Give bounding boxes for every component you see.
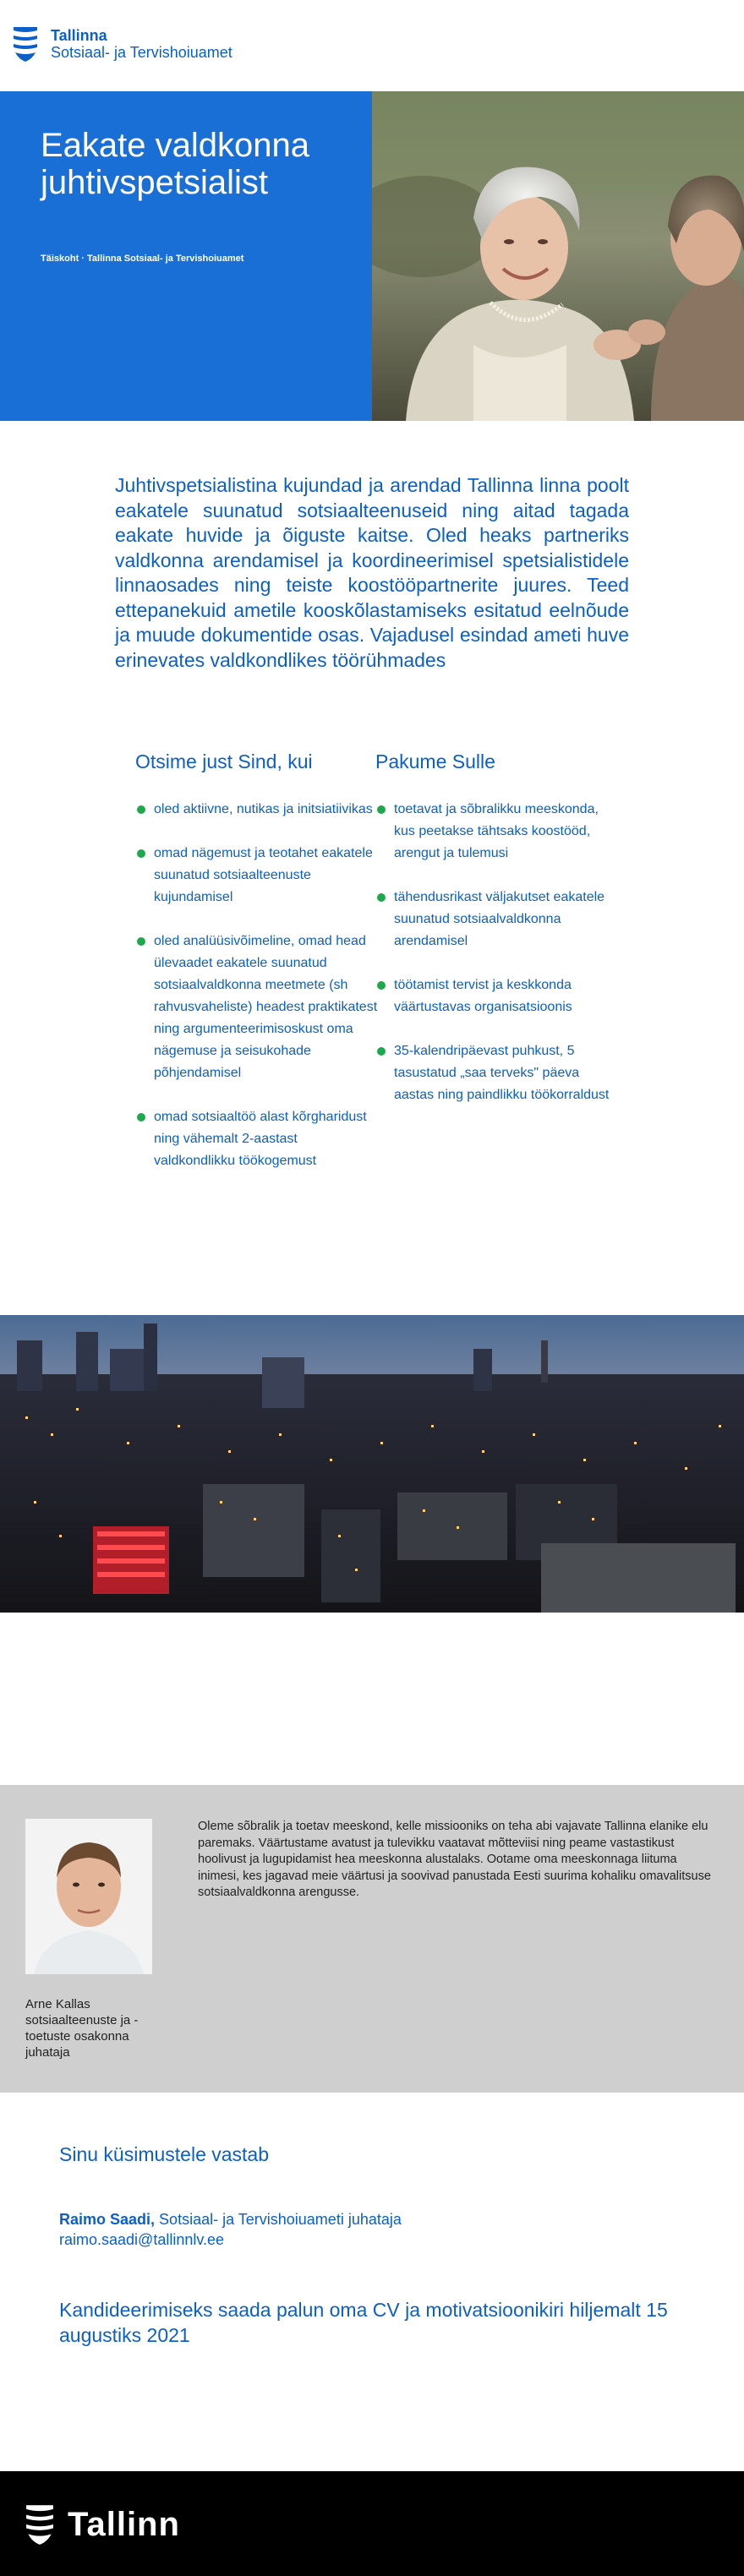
green-dot-icon <box>377 893 386 902</box>
site-header <box>0 0 744 91</box>
green-dot-icon <box>377 1047 386 1056</box>
list-item <box>375 974 621 1018</box>
contact-name: Raimo Saadi, <box>59 2211 156 2228</box>
list-item <box>135 843 380 909</box>
tallinn-coat-of-arms-icon <box>24 2503 56 2546</box>
team-quote-text: Oleme sõbralik ja toetav meeskond, kelle missiooniks on teha abi vajavate Tallinna elanike elu paremaks. Väärtustame avatust ja tulevikku vaatavat mõtteviisi ning peame vastastikust hoolivust ja lugupidamist hea meeskonna alustalaks. Ootame oma meeskonnaga liituma inimesi, kes jagavad meie väärtusi ja soovivad panustada Eesti suurima kohaliku omavalitsuse sotsiaalvaldkonna arengusse. <box>198 1820 711 1899</box>
contact-email-link[interactable]: raimo.saadi@tallinnlv.ee <box>59 2231 225 2248</box>
green-dot-icon <box>137 937 145 946</box>
logo-line2: Sotsiaal- ja Tervishoiuamet <box>51 44 232 61</box>
list-item-text: oled aktiivne, nutikas ja initsiatiivikas <box>154 802 373 816</box>
tallinna-logo[interactable] <box>12 25 232 63</box>
footer-logo-text: Tallinn <box>68 2505 180 2543</box>
job-subtitle: Täiskoht · Tallinna Sotsiaal- ja Tervishoiuamet <box>41 254 244 264</box>
list-item <box>135 1106 380 1172</box>
seeking-heading: Otsime just Sind, kui <box>135 750 313 772</box>
offer-heading: Pakume Sulle <box>375 750 495 772</box>
logo-line1: Tallinna <box>51 27 107 44</box>
tallinn-city-photo <box>0 1315 744 1613</box>
list-item <box>375 887 621 952</box>
green-dot-icon <box>137 849 145 858</box>
footer-logo[interactable] <box>24 2503 180 2546</box>
list-item-text: oled analüüsivõimeline, omad head ülevaadet eakatele suunatud sotsiaalvaldkonna meetmete (sh rahvusvaheliste) headest praktikatest ning argumenteerimisoskust oma nägemuse ja seisukohade põhjendamisel <box>154 934 378 1080</box>
green-dot-icon <box>137 805 145 814</box>
offer-section <box>375 750 621 1128</box>
list-item <box>135 799 380 821</box>
list-item <box>135 931 380 1084</box>
green-dot-icon <box>377 981 386 990</box>
list-item-text: omad sotsiaaltöö alast kõrgharidust ning vähemalt 2-aastast valdkondlikku töökogemust <box>154 1110 367 1168</box>
hero-blue-panel <box>0 91 372 421</box>
logo-text <box>51 27 232 61</box>
application-instructions: Kandideerimiseks saada palun oma CV ja motivatsioonikiri hiljemalt 15 augustiks 2021 <box>59 2299 668 2346</box>
green-dot-icon <box>137 1113 145 1122</box>
manager-caption: Arne Kallas sotsiaalteenuste ja -toetuste osakonna juhataja <box>25 1997 139 2060</box>
list-item <box>375 1040 621 1106</box>
contact-role: Sotsiaal- ja Tervishoiuameti juhataja <box>155 2211 402 2228</box>
list-item-text: 35-kalendripäevast puhkust, 5 tasustatud „saa terveks" päeva aastas ning paindlikku töökorraldust <box>394 1044 610 1102</box>
site-footer <box>0 2471 744 2576</box>
list-item-text: omad nägemust ja teotahet eakatele suunatud sotsiaalteenuste kujundamisel <box>154 846 373 904</box>
intro-paragraph: Juhtivspetsialistina kujundad ja arendad Tallinna linna poolt eakatele suunatud sotsiaalteenuseid ning aitad tagada eakate huvide ja õiguste kaitse. Oled heaks partneriks valdkonna arendamisel ja koordineerimisel spetsialistidele linnaosades ning teiste koostööpartnerite juures. Teed ettepanekuid ametile kooskõlastamiseks esitatud eelnõude ja muude dokumentide osas. Vajadusel esindad ameti huve erinevates valdkondlikes töörühmades <box>115 474 629 671</box>
job-title: Eakate valdkonna juhtivspetsialist <box>41 127 310 201</box>
seeking-section <box>135 750 380 1194</box>
seeking-list <box>135 799 380 1172</box>
list-item-text: töötamist tervist ja keskkonda väärtustavas organisatsioonis <box>394 978 572 1014</box>
offer-list <box>375 799 621 1106</box>
tallinn-coat-of-arms-icon <box>12 25 39 63</box>
hero-photo-elderly-women <box>372 91 744 421</box>
list-item <box>375 799 621 865</box>
list-item-text: toetavat ja sõbralikku meeskonda, kus peetakse tähtsaks koostööd, arengut ja tulemusi <box>394 802 599 860</box>
list-item-text: tähendusrikast väljakutset eakatele suunatud sotsiaalvaldkonna arendamisel <box>394 890 605 948</box>
green-dot-icon <box>377 805 386 814</box>
team-quote-section <box>0 1785 744 2093</box>
manager-portrait <box>25 1819 152 1974</box>
hero-banner <box>0 91 744 421</box>
contact-person <box>59 2209 402 2229</box>
contact-heading: Sinu küsimustele vastab <box>59 2143 270 2165</box>
